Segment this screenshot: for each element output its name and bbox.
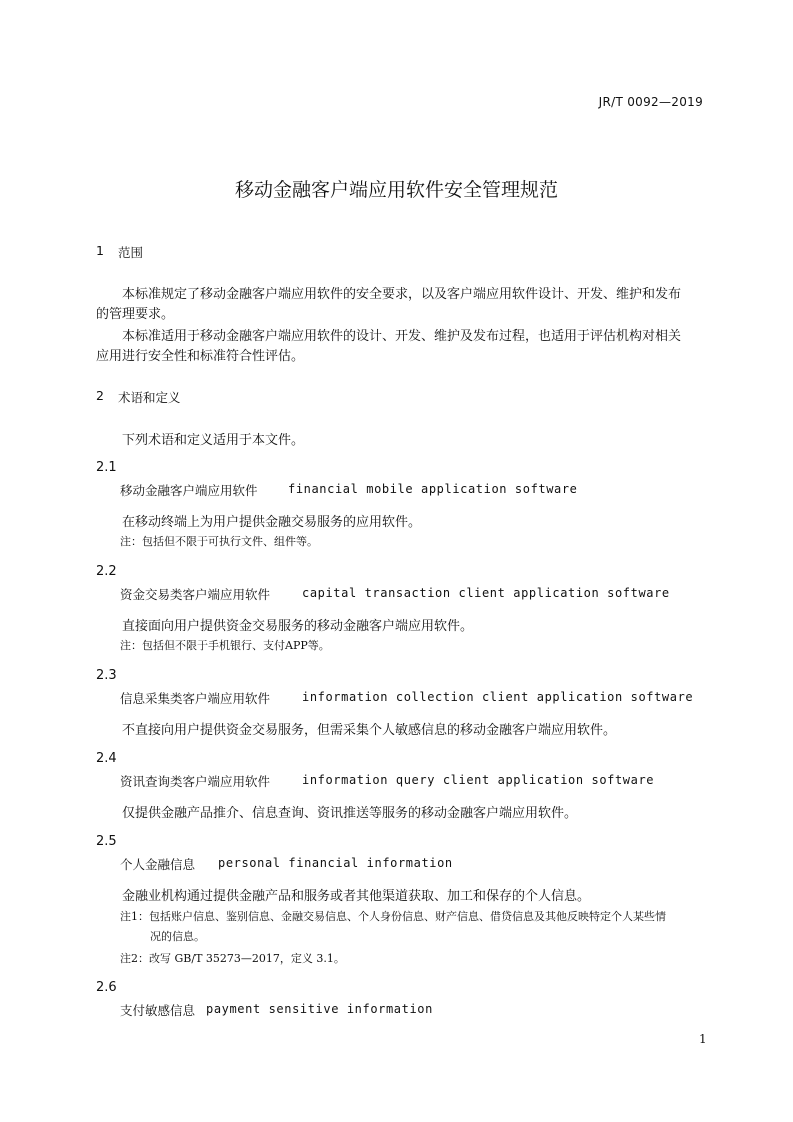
term-definition: 不直接向用户提供资金交易服务，但需采集个人敏感信息的移动金融客户端应用软件。 bbox=[122, 723, 617, 738]
term-definition: 金融业机构通过提供金融产品和服务或者其他渠道获取、加工和保存的个人信息。 bbox=[122, 889, 591, 904]
section-title-terms: 术语和定义 bbox=[118, 390, 181, 405]
section-number: 1 bbox=[96, 243, 104, 258]
paragraph-line: 本标准规定了移动金融客户端应用软件的安全要求，以及客户端应用软件设计、开发、维护和发布 bbox=[122, 287, 682, 302]
term-english: information collection client application software bbox=[302, 690, 694, 704]
term-english: payment sensitive information bbox=[206, 1002, 433, 1016]
term-definition: 在移动终端上为用户提供金融交易服务的应用软件。 bbox=[122, 515, 422, 530]
term-chinese: 支付敏感信息 bbox=[120, 1003, 196, 1018]
term-chinese: 资讯查询类客户端应用软件 bbox=[120, 774, 271, 789]
term-note: 注2：改写 GB/T 35273—2017，定义 3.1。 bbox=[120, 952, 345, 965]
term-number: 2.2 bbox=[96, 564, 117, 579]
page-number: 1 bbox=[699, 1032, 707, 1046]
term-chinese: 个人金融信息 bbox=[120, 857, 196, 872]
term-english: financial mobile application software bbox=[288, 482, 578, 496]
term-note: 注：包括但不限于手机银行、支付APP等。 bbox=[120, 639, 330, 652]
term-number: 2.5 bbox=[96, 834, 117, 849]
section-intro: 下列术语和定义适用于本文件。 bbox=[122, 433, 305, 448]
term-english: personal financial information bbox=[218, 856, 453, 870]
term-number: 2.1 bbox=[96, 460, 117, 475]
term-note: 注1：包括账户信息、鉴别信息、金融交易信息、个人身份信息、财产信息、借贷信息及其他反映特定个人某些情 bbox=[120, 910, 666, 923]
term-english: capital transaction client application software bbox=[302, 586, 670, 600]
document-code: JR/T 0092—2019 bbox=[598, 95, 703, 109]
paragraph-line: 应用进行安全性和标准符合性评估。 bbox=[96, 349, 305, 364]
term-note: 况的信息。 bbox=[150, 930, 205, 943]
term-note: 注：包括但不限于可执行文件、组件等。 bbox=[120, 535, 318, 548]
section-title-scope: 范围 bbox=[118, 245, 144, 260]
term-chinese: 移动金融客户端应用软件 bbox=[120, 483, 258, 498]
term-number: 2.6 bbox=[96, 980, 117, 995]
paragraph-line: 的管理要求。 bbox=[96, 307, 175, 322]
page-title: 移动金融客户端应用软件安全管理规范 bbox=[234, 179, 558, 201]
term-definition: 仅提供金融产品推介、信息查询、资讯推送等服务的移动金融客户端应用软件。 bbox=[122, 806, 578, 821]
paragraph-line: 本标准适用于移动金融客户端应用软件的设计、开发、维护及发布过程，也适用于评估机构对相关 bbox=[122, 329, 682, 344]
term-number: 2.3 bbox=[96, 668, 117, 683]
term-chinese: 资金交易类客户端应用软件 bbox=[120, 587, 271, 602]
term-number: 2.4 bbox=[96, 751, 117, 766]
section-number: 2 bbox=[96, 388, 104, 403]
term-english: information query client application software bbox=[302, 773, 655, 787]
term-chinese: 信息采集类客户端应用软件 bbox=[120, 691, 271, 706]
term-definition: 直接面向用户提供资金交易服务的移动金融客户端应用软件。 bbox=[122, 619, 474, 634]
